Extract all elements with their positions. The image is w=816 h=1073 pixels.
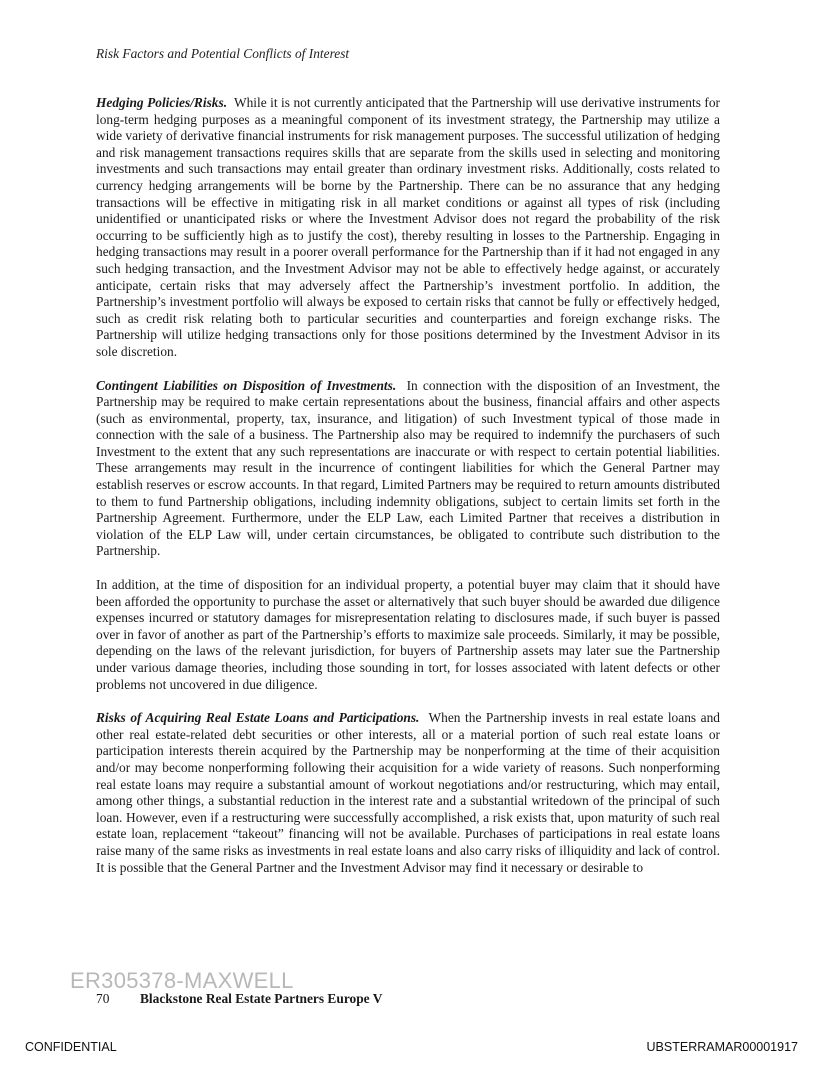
section-title: Hedging Policies/Risks. <box>96 95 228 110</box>
document-name: Blackstone Real Estate Partners Europe V <box>140 991 383 1006</box>
section-title: Contingent Liabilities on Disposition of Investments. <box>96 377 397 393</box>
page-number: 70 <box>96 991 110 1006</box>
confidentiality-label: CONFIDENTIAL <box>25 1040 117 1054</box>
section-text: When the Partnership invests in real estate loans and other real estate-related debt securities or other interests, all or a material portion of such real estate loans or participation interests therein acquired by the Partnership may be nonperforming at the time of their acquisition and/or may become nonperforming following their acquisition for a wide variety of reasons. Such nonperforming real estate loans may require a substantial amount of workout negotiations and/or restructuring, which may entail, among other things, a substantial reduction in the interest rate and a substantial writedown of the principal of such loan. However, even if a restructuring were successfully accomplished, a risk exists that, upon maturity of such real estate loan, replacement “takeout” financing will not be available. Purchases of participations in real estate loans raise many of the same risks as investments in real estate loans and also carry risks of illiquidity and lack of control. It is possible that the General Partner and the Investment Advisor may find it necessary or desirable to <box>96 710 720 875</box>
section-text: While it is not currently anticipated that the Partnership will use derivative instruments for long-term hedging purposes as a meaningful component of its investment strategy, the Partnership may utilize a wide variety of derivative financial instruments for risk management purposes. The successful utilization of hedging and risk management transactions requires skills that are separate from the skills used in selecting and monitoring investments and such transactions may entail greater than ordinary investment risks. Additionally, costs related to currency hedging arrangements will be borne by the Partnership. There can be no assurance that any hedging transactions will be effective in mitigating risk in all market conditions or against all types of risk (including unidentified or unanticipated risks or where the Investment Advisor does not regard the probability of the risk occurring to be sufficiently high as to justify the cost), thereby resulting in losses to the Partnership. Engaging in hedging transactions may result in a poorer overall performance for the Partnership than if it had not engaged in any such hedging transaction, and the Investment Advisor may not be able to effectively hedge against, or accurately anticipate, certain risks that may adversely affect the Partnership’s investment portfolio. In addition, the Partnership’s investment portfolio will always be exposed to certain risks that cannot be fully or effectively hedged, such as credit risk relating both to particular securities and counterparties and foreign exchange risks. The Partnership will utilize hedging transactions only for those positions determined by the Investment Advisor in its sole discretion. <box>96 95 720 359</box>
section-disposition-claims <box>96 577 720 693</box>
section-title: Risks of Acquiring Real Estate Loans and Participations. <box>96 710 420 726</box>
document-body <box>96 95 720 893</box>
bates-stamp: ER305378-MAXWELL <box>70 968 294 993</box>
section-contingent-liabilities <box>96 378 720 561</box>
running-header: Risk Factors and Potential Conflicts of Interest <box>96 46 350 61</box>
page-footer <box>96 991 382 1007</box>
section-text: In addition, at the time of disposition for an individual property, a potential buyer may claim that it should have been afforded the opportunity to purchase the asset or alternatively that such buyer should be awarded due diligence expenses incurred or statutory damages for misrepresentation relating to disclosures made, if such buyer is passed over in favor of another as part of the Partnership’s efforts to maximize sale proceeds. Similarly, it may be possible, depending on the laws of the relevant jurisdiction, for buyers of Partnership assets may later sue the Partnership under various damage theories, including those sounding in tort, for losses associated with latent defects or other problems not uncovered in due diligence. <box>96 577 720 692</box>
section-real-estate-loans <box>96 710 720 876</box>
section-hedging-policies <box>96 95 720 361</box>
section-text: In connection with the disposition of an Investment, the Partnership may be required to make certain representations about the business, financial affairs and other aspects (such as environmental, property, tax, insurance, and litigation) of such Investment typical of those made in connection with the sale of a business. The Partnership also may be required to indemnify the purchasers of such Investment to the extent that any such representations are inaccurate or with respect to certain potential liabilities. These arrangements may result in the incurrence of contingent liabilities for which the General Partner may establish reserves or escrow accounts. In that regard, Limited Partners may be required to return amounts distributed to them to fund Partnership obligations, including indemnity obligations, subject to certain limits set forth in the Partnership Agreement. Furthermore, under the ELP Law, each Limited Partner that receives a distribution in violation of the ELP Law will, under certain circumstances, be obligated to contribute such distribution to the Partnership. <box>96 377 720 559</box>
control-number: UBSTERRAMAR00001917 <box>646 1040 798 1054</box>
